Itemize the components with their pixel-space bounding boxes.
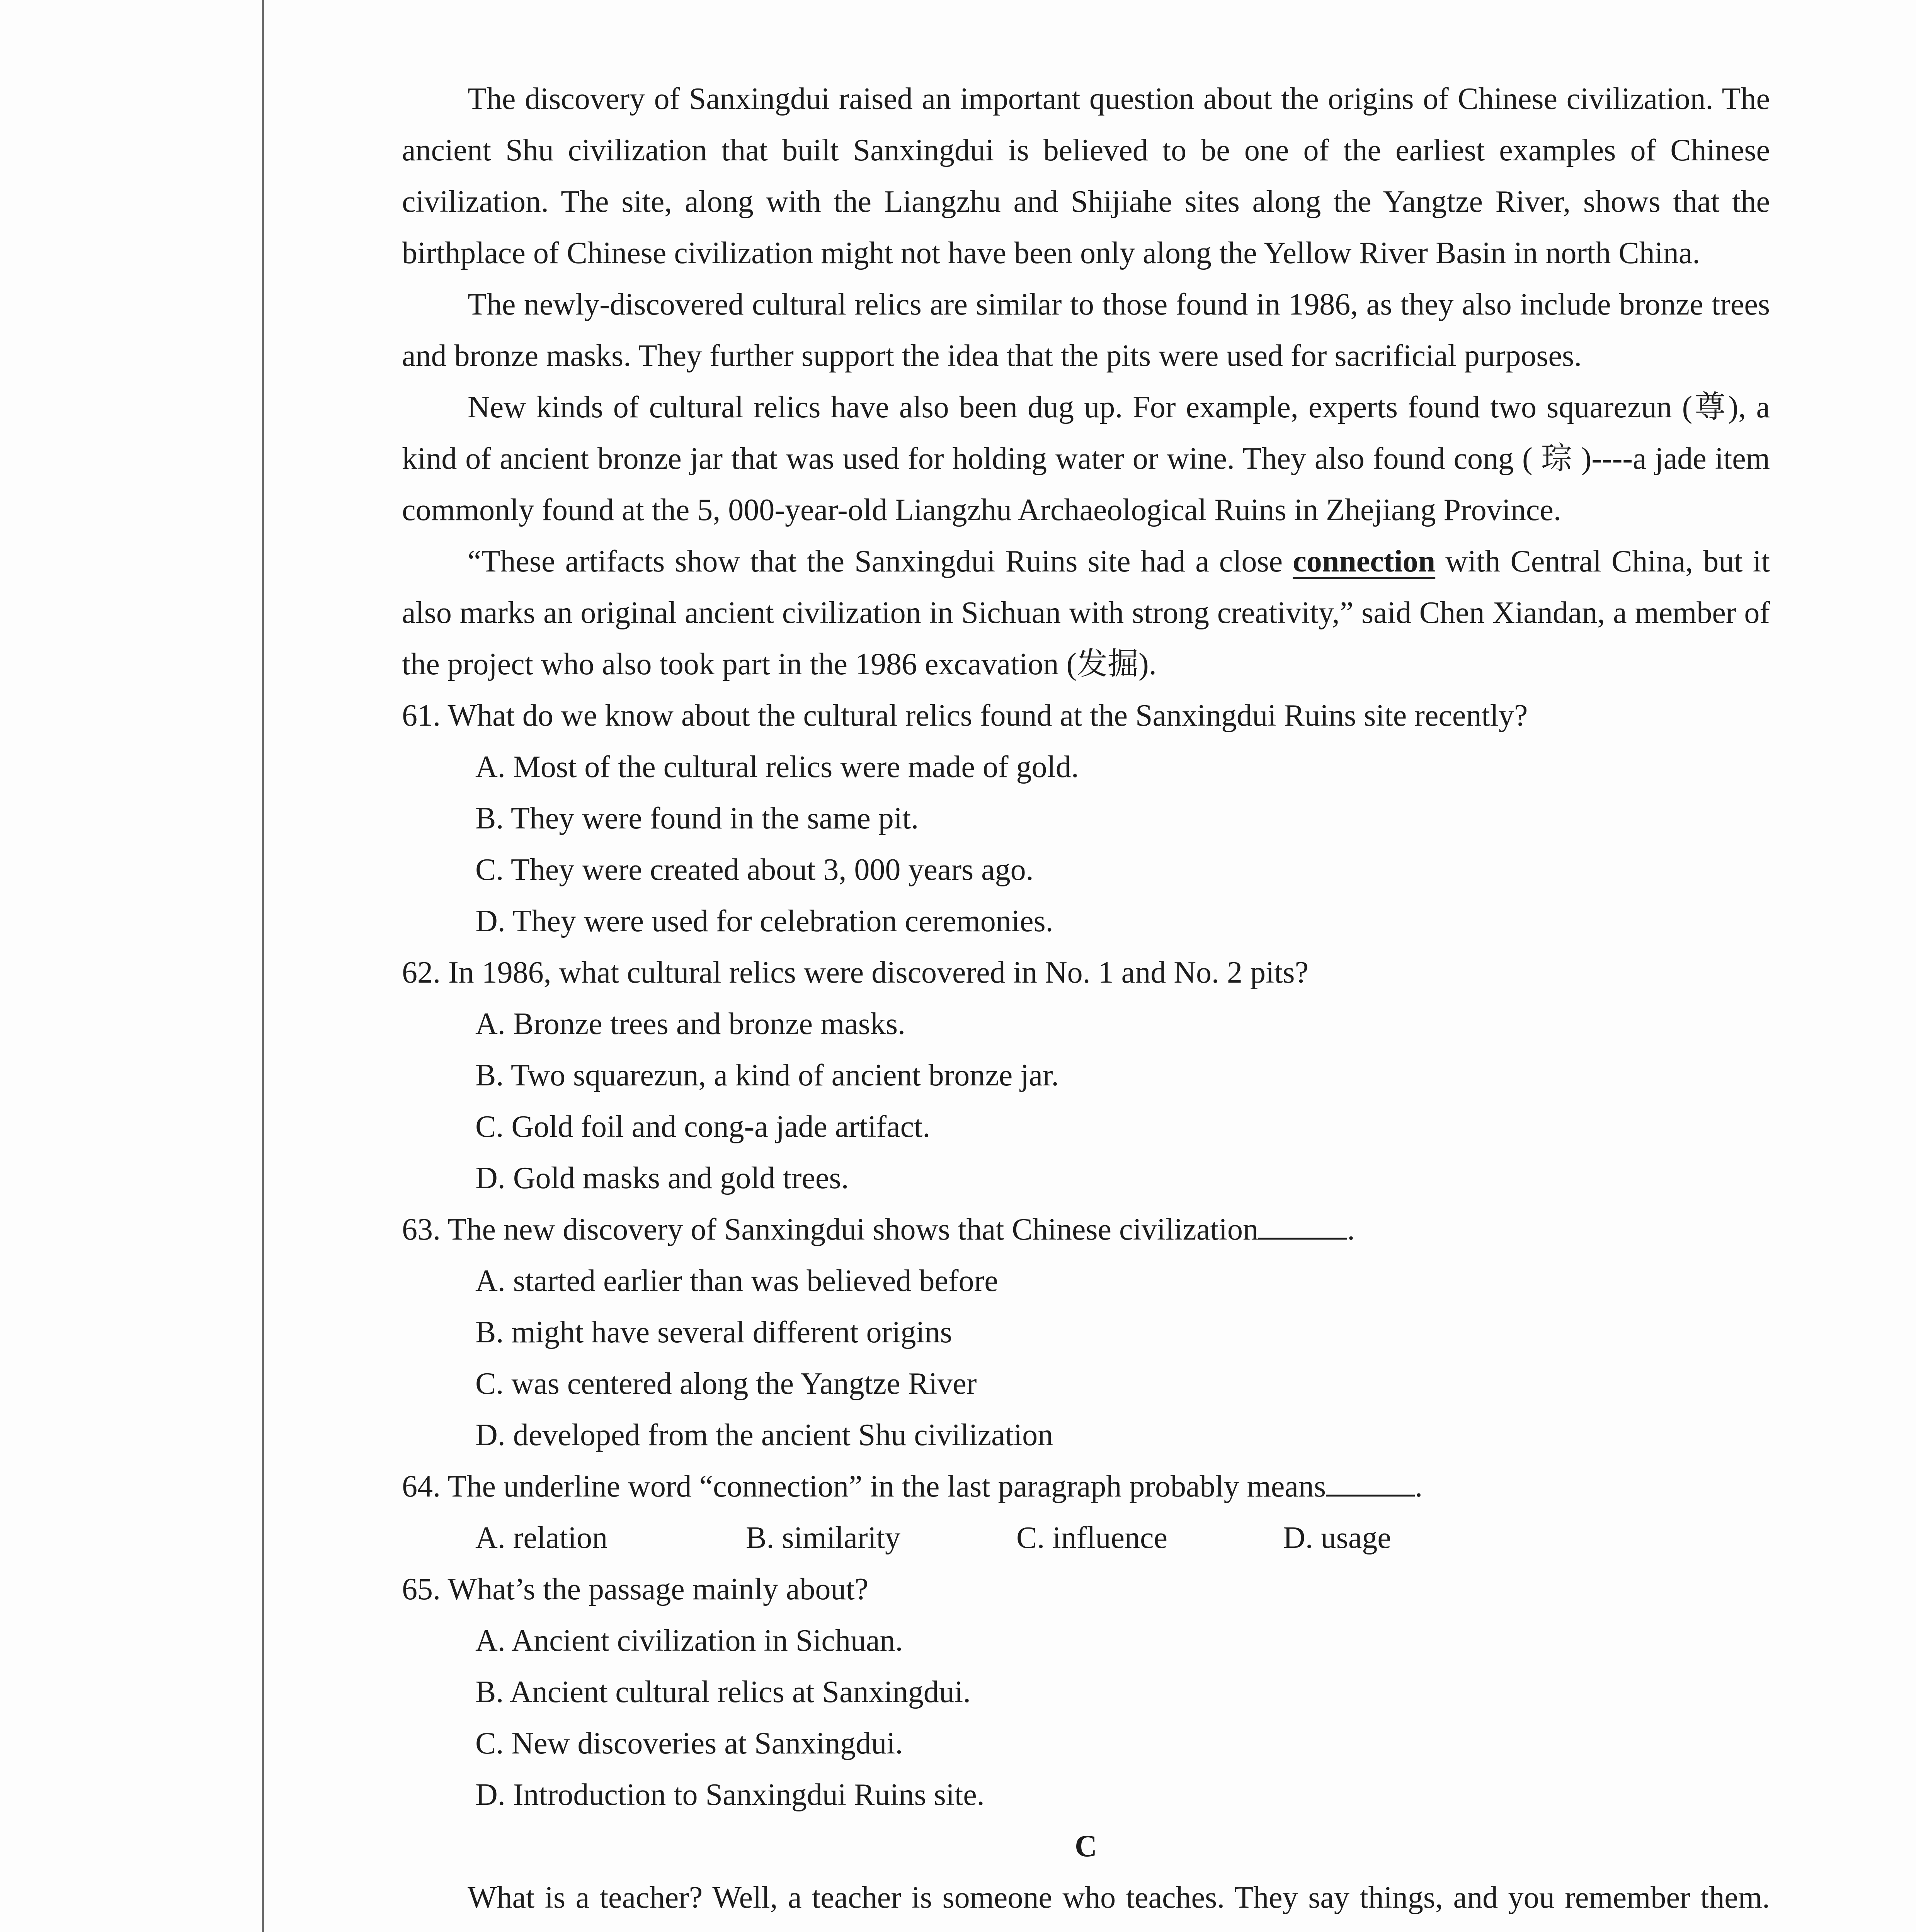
q63-stem: 63. The new discovery of Sanxingdui shows that Chinese civilization [402,1213,1258,1247]
q63-stem-end: . [1347,1213,1355,1247]
question-65: 65. What’s the passage mainly about? [402,1572,869,1606]
q63-option-a: A. started earlier than was believed before [475,1264,998,1298]
paragraph-4-end: with Central China, but it also marks an original ancient civilization in Sichuan with strong creativity,” said Chen Xiandan, a member of the project who also took part in the 1986 excavation (发掘). [402,544,1770,681]
q64-option-b: B. similarity [746,1521,900,1555]
q64-option-d: D. usage [1283,1521,1391,1555]
question-61: 61. What do we know about the cultural relics found at the Sanxingdui Ruins site recently? [402,699,1528,733]
question-63 [402,1204,1770,1255]
passage-paragraph-3: New kinds of cultural relics have also been dug up. For example, experts found two squarezun (尊), a kind of ancient bronze jar that was used for holding water or wine. They also found cong ( 琮 )----a jade item commonly found at the 5, 000-year-old Liangzhu Archaeological Ruins in Zhejiang Province. [402,390,1770,527]
question-64 [402,1461,1770,1512]
q62-option-b: B. Two squarezun, a kind of ancient bronze jar. [475,1058,1059,1092]
q62-option-d: D. Gold masks and gold trees. [475,1161,849,1195]
q61-option-d: D. They were used for celebration ceremonies. [475,904,1053,938]
q65-option-b: B. Ancient cultural relics at Sanxingdui. [475,1675,971,1709]
q65-option-a: A. Ancient civilization in Sichuan. [475,1624,903,1658]
section-c-intro: What is a teacher? Well, a teacher is someone who teaches. They say things, and you remember them. [468,1881,1770,1915]
q61-option-c: C. They were created about 3, 000 years ago. [475,853,1034,887]
q61-option-b: B. They were found in the same pit. [475,801,919,835]
q64-option-a: A. relation [475,1521,608,1555]
passage-paragraph-2: The newly-discovered cultural relics are similar to those found in 1986, as they also include bronze trees and bronze masks. They further support the idea that the pits were used for sacrificial purposes. [402,287,1770,373]
q64-answer-blank [1326,1469,1415,1497]
question-62: 62. In 1986, what cultural relics were discovered in No. 1 and No. 2 pits? [402,956,1309,990]
q63-option-b: B. might have several different origins [475,1315,952,1349]
section-c-heading: C [1075,1829,1097,1863]
q61-option-a: A. Most of the cultural relics were made of gold. [475,750,1079,784]
underlined-word: connection [1293,544,1436,578]
q63-option-c: C. was centered along the Yangtze River [475,1367,977,1401]
q64-stem: 64. The underline word “connection” in the last paragraph probably means [402,1469,1326,1503]
q63-option-d: D. developed from the ancient Shu civilization [475,1418,1053,1452]
passage-paragraph-4 [402,536,1770,690]
scan-fold-line [262,0,264,1932]
q64-option-c: C. influence [1016,1521,1167,1555]
q62-option-a: A. Bronze trees and bronze masks. [475,1007,905,1041]
q64-stem-end: . [1415,1469,1423,1503]
page-content [402,73,1770,1932]
q63-answer-blank [1258,1212,1347,1240]
q64-options-row [402,1512,1770,1564]
q62-option-c: C. Gold foil and cong-a jade artifact. [475,1110,931,1144]
q65-option-d: D. Introduction to Sanxingdui Ruins site. [475,1778,985,1812]
paragraph-4-start: “These artifacts show that the Sanxingdui Ruins site had a close [468,544,1293,578]
passage-paragraph-1: The discovery of Sanxingdui raised an important question about the origins of Chinese civilization. The ancient Shu civilization that built Sanxingdui is believed to be one of the earliest examples of Chinese civilization. The site, along with the Liangzhu and Shijiahe sites along the Yangtze River, shows that the birthplace of Chinese civilization might not have been only along the Yellow River Basin in north China. [402,82,1770,270]
q65-option-c: C. New discoveries at Sanxingdui. [475,1726,903,1760]
